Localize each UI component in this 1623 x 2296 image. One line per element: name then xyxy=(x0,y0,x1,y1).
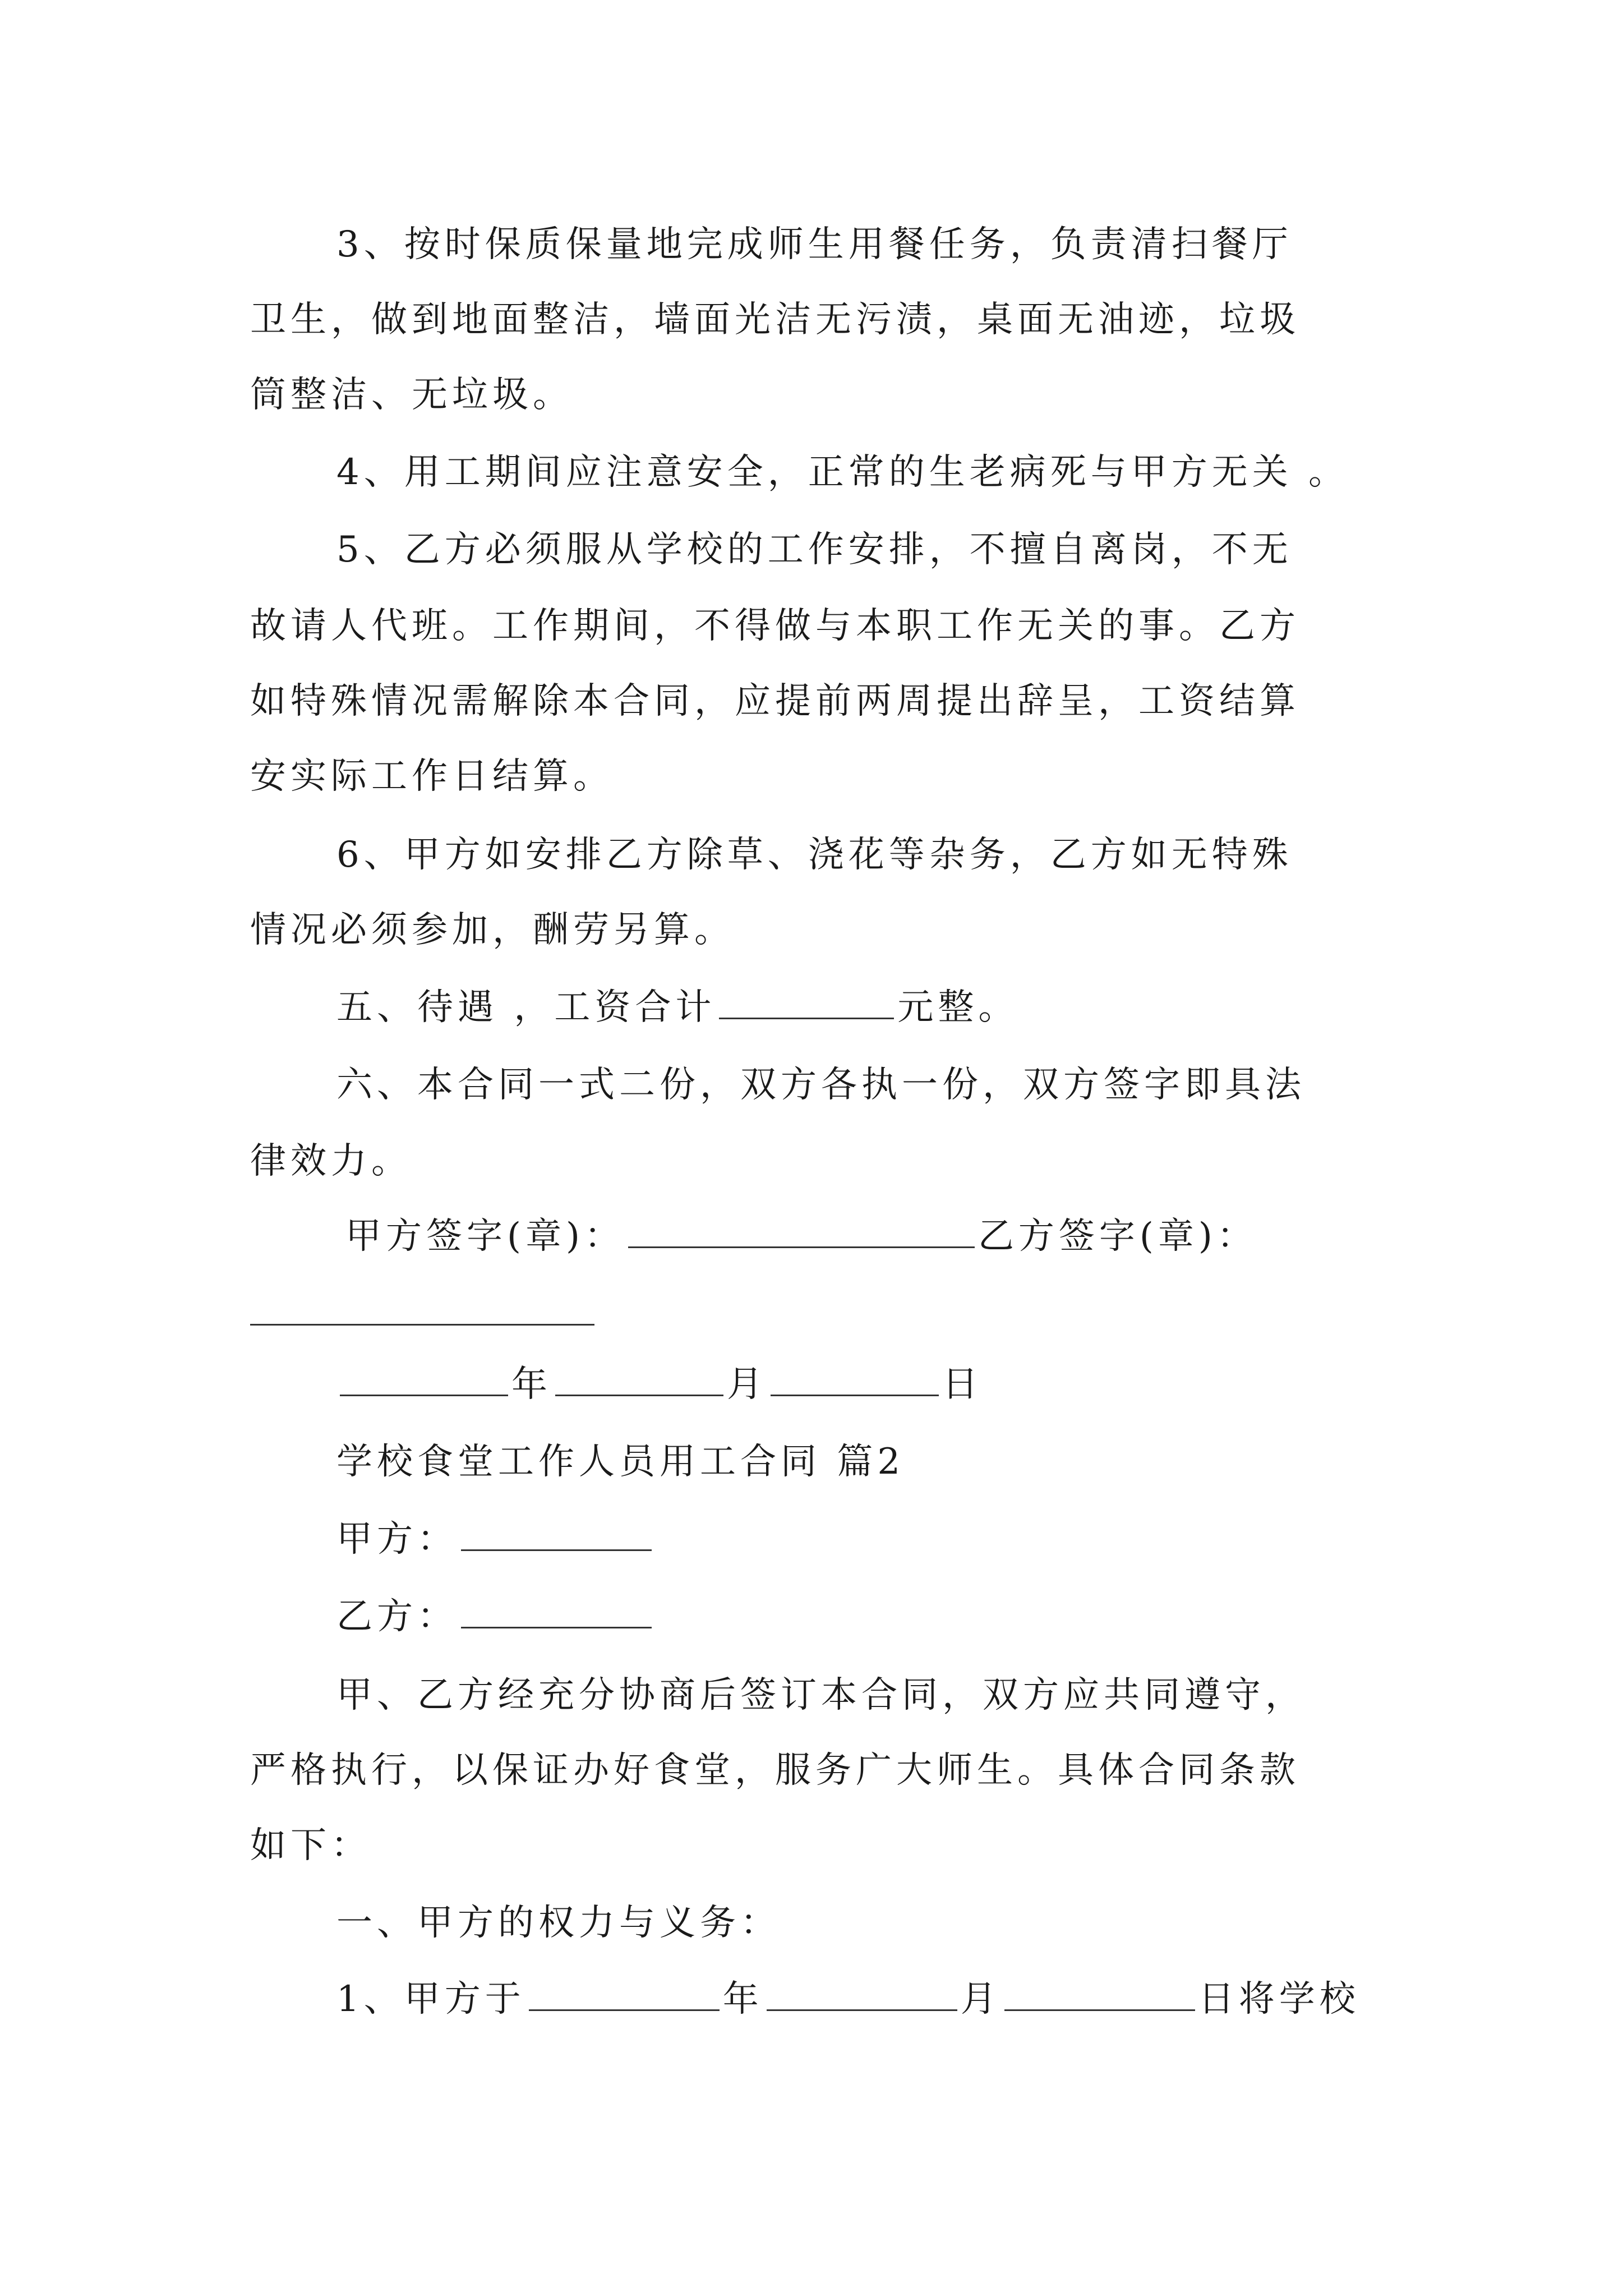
paragraph-5-line-2: 故请人代班。工作期间，不得做与本职工作无关的事。乙方 xyxy=(250,605,1300,647)
party-b-signature-label: 乙方签字(章)： xyxy=(978,1216,1257,1257)
item-1-year-label: 年 xyxy=(722,1978,763,2020)
paragraph-3-line-3: 筒整洁、无垃圾。 xyxy=(250,374,573,416)
day-blank xyxy=(771,1363,939,1396)
item-1-prefix: 1、甲方于 xyxy=(336,1978,525,2020)
section-1-heading: 一、甲方的权力与义务： xyxy=(336,1902,781,1944)
paragraph-3-line-2: 卫生，做到地面整洁，墙面光洁无污渍，桌面无油迹，垃圾 xyxy=(250,299,1300,341)
item-1-suffix: 日将学校 xyxy=(1198,1978,1360,2020)
paragraph-5-line-3: 如特殊情况需解除本合同，应提前两周提出辞呈，工资结算 xyxy=(250,680,1300,722)
date-row xyxy=(336,1362,983,1407)
item-1-month-label: 月 xyxy=(960,1978,1001,2020)
treatment-label: 五、待遇 ，工资合计 xyxy=(336,987,716,1028)
item-1-line xyxy=(336,1977,1360,2022)
party-b-signature-blank xyxy=(250,1324,594,1326)
party-b-row xyxy=(336,1594,655,1639)
copies-clause-line-2: 律效力。 xyxy=(250,1140,412,1182)
copies-clause-line-1: 六、本合同一式二份，双方各执一份，双方签字即具法 xyxy=(336,1064,1306,1106)
day-label: 日 xyxy=(942,1364,983,1405)
party-b-label: 乙方： xyxy=(336,1596,458,1637)
treatment-suffix: 元整。 xyxy=(897,987,1019,1028)
treatment-clause xyxy=(336,985,1018,1030)
year-blank xyxy=(340,1363,508,1396)
paragraph-5-line-1: 5、乙方必须服从学校的工作安排，不擅自离岗，不无 xyxy=(336,529,1293,570)
salary-blank xyxy=(719,986,894,1019)
month-label: 月 xyxy=(727,1364,767,1405)
contract-2-title: 学校食堂工作人员用工合同 篇2 xyxy=(336,1441,905,1483)
paragraph-5-line-4: 安实际工作日结算。 xyxy=(250,756,614,797)
party-a-row xyxy=(336,1517,655,1562)
paragraph-3-line-1: 3、按时保质保量地完成师生用餐任务，负责清扫餐厅 xyxy=(336,224,1293,265)
paragraph-4: 4、用工期间应注意安全，正常的生老病死与甲方无关 。 xyxy=(336,452,1349,493)
intro-line-1: 甲、乙方经充分协商后签订本合同，双方应共同遵守， xyxy=(336,1674,1306,1716)
party-a-label: 甲方： xyxy=(336,1519,458,1560)
signature-row xyxy=(345,1214,1257,1259)
party-b-blank xyxy=(461,1595,652,1628)
intro-line-3: 如下： xyxy=(250,1825,371,1866)
item-1-month-blank xyxy=(767,1978,957,2011)
year-label: 年 xyxy=(511,1364,552,1405)
intro-line-2: 严格执行，以保证办好食堂，服务广大师生。具体合同条款 xyxy=(250,1750,1300,1791)
month-blank xyxy=(555,1363,723,1396)
paragraph-6-line-1: 6、甲方如安排乙方除草、浇花等杂务，乙方如无特殊 xyxy=(336,834,1293,876)
party-a-signature-label: 甲方签字(章)： xyxy=(345,1216,625,1257)
paragraph-6-line-2: 情况必须参加，酬劳另算。 xyxy=(250,909,735,951)
item-1-day-blank xyxy=(1004,1978,1195,2011)
item-1-year-blank xyxy=(529,1978,720,2011)
party-a-blank xyxy=(461,1518,652,1551)
party-a-signature-blank xyxy=(628,1215,975,1248)
